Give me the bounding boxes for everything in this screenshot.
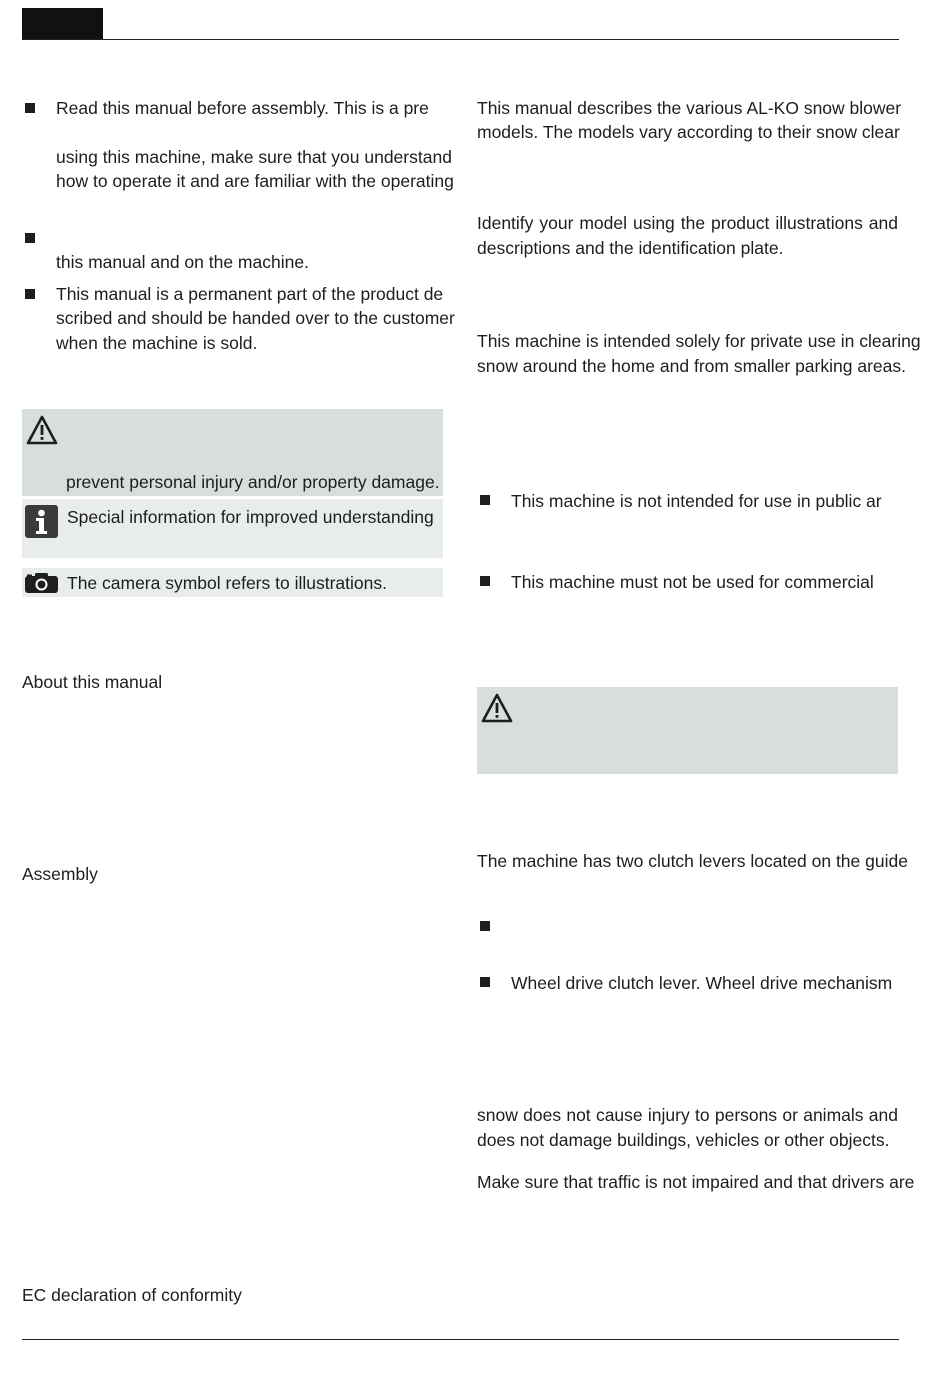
bullet-text: Wheel drive clutch lever. Wheel drive mechanism xyxy=(511,973,893,993)
warning-note xyxy=(477,687,898,774)
warning-text: prevent personal injury and/or property damage. xyxy=(66,472,440,492)
paragraph-line: The machine has two clutch levers located on the guide xyxy=(477,851,908,871)
warning-triangle-icon xyxy=(480,692,514,724)
bullet-text: when the machine is sold. xyxy=(56,333,258,353)
bullet-text: This machine is not intended for use in public ar xyxy=(511,491,882,511)
bullet-text: this manual and on the machine. xyxy=(56,252,309,272)
bullet-text: Read this manual before assembly. This is a pre xyxy=(56,98,429,118)
paragraph-line: models. The models vary according to their snow clear xyxy=(477,122,900,142)
paragraph-line: This machine is intended solely for private use in clearing xyxy=(477,331,921,351)
info-text: Special information for improved understanding xyxy=(67,507,434,527)
camera-text: The camera symbol refers to illustrations. xyxy=(67,573,387,593)
footer-rule xyxy=(22,1339,899,1340)
square-bullet-icon xyxy=(480,495,490,505)
toc-item: Assembly xyxy=(22,864,98,884)
square-bullet-icon xyxy=(480,921,490,931)
bullet-text: using this machine, make sure that you understand xyxy=(56,147,452,167)
square-bullet-icon xyxy=(25,289,35,299)
square-bullet-icon xyxy=(480,576,490,586)
paragraph-line: does not damage buildings, vehicles or other objects. xyxy=(477,1130,890,1150)
paragraph-line: snow around the home and from smaller parking areas. xyxy=(477,356,906,376)
paragraph-line: snow does not cause injury to persons or animals and xyxy=(477,1105,898,1125)
bullet-text: scribed and should be handed over to the customer xyxy=(56,308,455,328)
toc-item: About this manual xyxy=(22,672,163,692)
warning-triangle-icon xyxy=(25,414,59,446)
header-rule xyxy=(22,39,899,40)
paragraph-line: This manual describes the various AL-KO snow blower xyxy=(477,98,902,118)
bullet-text: how to operate it and are familiar with the operating xyxy=(56,171,454,191)
bullet-text: This machine must not be used for commercial xyxy=(511,572,874,592)
paragraph-line: Identify your model using the product illustrations and xyxy=(477,213,898,233)
toc-item: EC declaration of conformity xyxy=(22,1285,242,1305)
square-bullet-icon xyxy=(480,977,490,987)
header-tab xyxy=(22,8,103,40)
square-bullet-icon xyxy=(25,103,35,113)
bullet-text: This manual is a permanent part of the product de xyxy=(56,284,444,304)
paragraph-line: Make sure that traffic is not impaired and that drivers are xyxy=(477,1172,915,1192)
camera-icon xyxy=(24,573,59,593)
info-icon xyxy=(25,505,58,538)
paragraph-line: descriptions and the identification plate. xyxy=(477,238,784,258)
square-bullet-icon xyxy=(25,233,35,243)
